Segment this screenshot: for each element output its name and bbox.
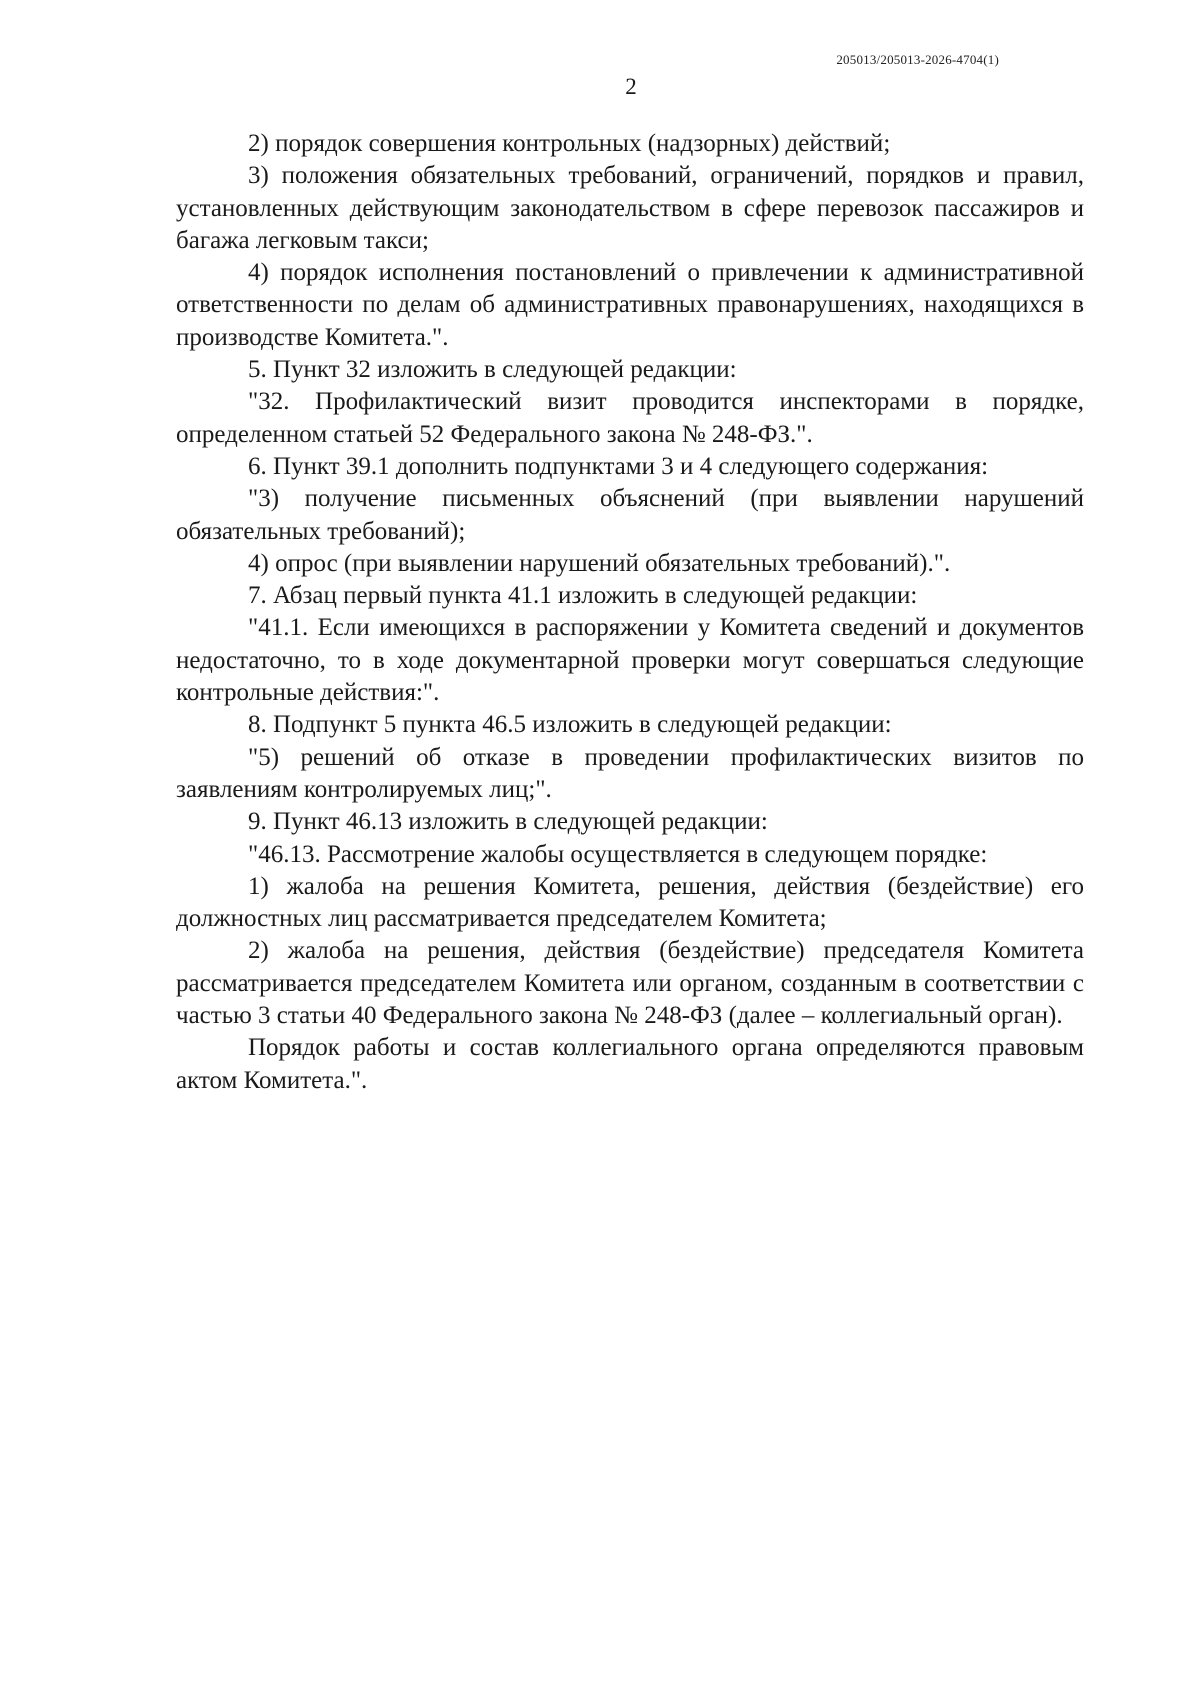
- paragraph-amendment-9: 9. Пункт 46.13 изложить в следующей редакции:: [248, 808, 768, 836]
- paragraph-complaint-item-1: 1) жалоба на решения Комитета, решения, действия (бездействие) его должностных лиц рассматривается председателем Комитета;: [176, 872, 1084, 933]
- paragraph-amendment-7: 7. Абзац первый пункта 41.1 изложить в следующей редакции:: [248, 582, 918, 610]
- paragraph-complaint-item-2: 2) жалоба на решения, действия (бездействие) председателя Комитета рассматривается председателем Комитета или органом, созданным в соответствии с частью 3 статьи 40 Федерального закона № 248-ФЗ (далее – коллегиальный орган).: [176, 937, 1084, 1030]
- paragraph-item-4-resolutions: 4) порядок исполнения постановлений о привлечении к административной ответственности по делам об административных правонарушениях, находящихся в производстве Комитета.".: [176, 259, 1084, 351]
- document-registration-number: 205013/205013-2026-4704(1): [836, 52, 999, 67]
- paragraph-subitem-3-explanations: "3) получение письменных объяснений (при выявлении нарушений обязательных требований);: [176, 485, 1084, 545]
- document-body: [176, 128, 1084, 1097]
- paragraph-subitem-4-survey: 4) опрос (при выявлении нарушений обязательных требований).".: [248, 549, 951, 577]
- paragraph-amendment-5: 5. Пункт 32 изложить в следующей редакции:: [248, 356, 737, 384]
- page-number: 2: [625, 74, 637, 99]
- paragraph-subitem-5-refusals: "5) решений об отказе в проведении профилактических визитов по заявлениям контролируемых лиц;".: [176, 743, 1084, 803]
- paragraph-amendment-6: 6. Пункт 39.1 дополнить подпунктами 3 и 4 следующего содержания:: [248, 452, 989, 480]
- paragraph-item-2-control-actions: 2) порядок совершения контрольных (надзорных) действий;: [248, 130, 891, 157]
- paragraph-clause-41-1: "41.1. Если имеющихся в распоряжении у Комитета сведений и документов недостаточно, то в ходе документарной проверки могут совершаться следующие контрольные действия:".: [176, 614, 1084, 707]
- paragraph-item-3-mandatory-requirements: 3) положения обязательных требований, ограничений, порядков и правил, установленных действующим законодательством в сфере перевозок пассажиров и багажа легковым такси;: [176, 162, 1084, 254]
- paragraph-clause-32: "32. Профилактический визит проводится инспекторами в порядке, определенном статьей 52 Федерального закона № 248-ФЗ.".: [176, 388, 1084, 448]
- paragraph-amendment-8: 8. Подпункт 5 пункта 46.5 изложить в следующей редакции:: [248, 711, 892, 739]
- paragraph-clause-46-13: "46.13. Рассмотрение жалобы осуществляется в следующем порядке:: [248, 840, 988, 868]
- paragraph-collegial-body: Порядок работы и состав коллегиального органа определяются правовым актом Комитета.".: [176, 1034, 1084, 1094]
